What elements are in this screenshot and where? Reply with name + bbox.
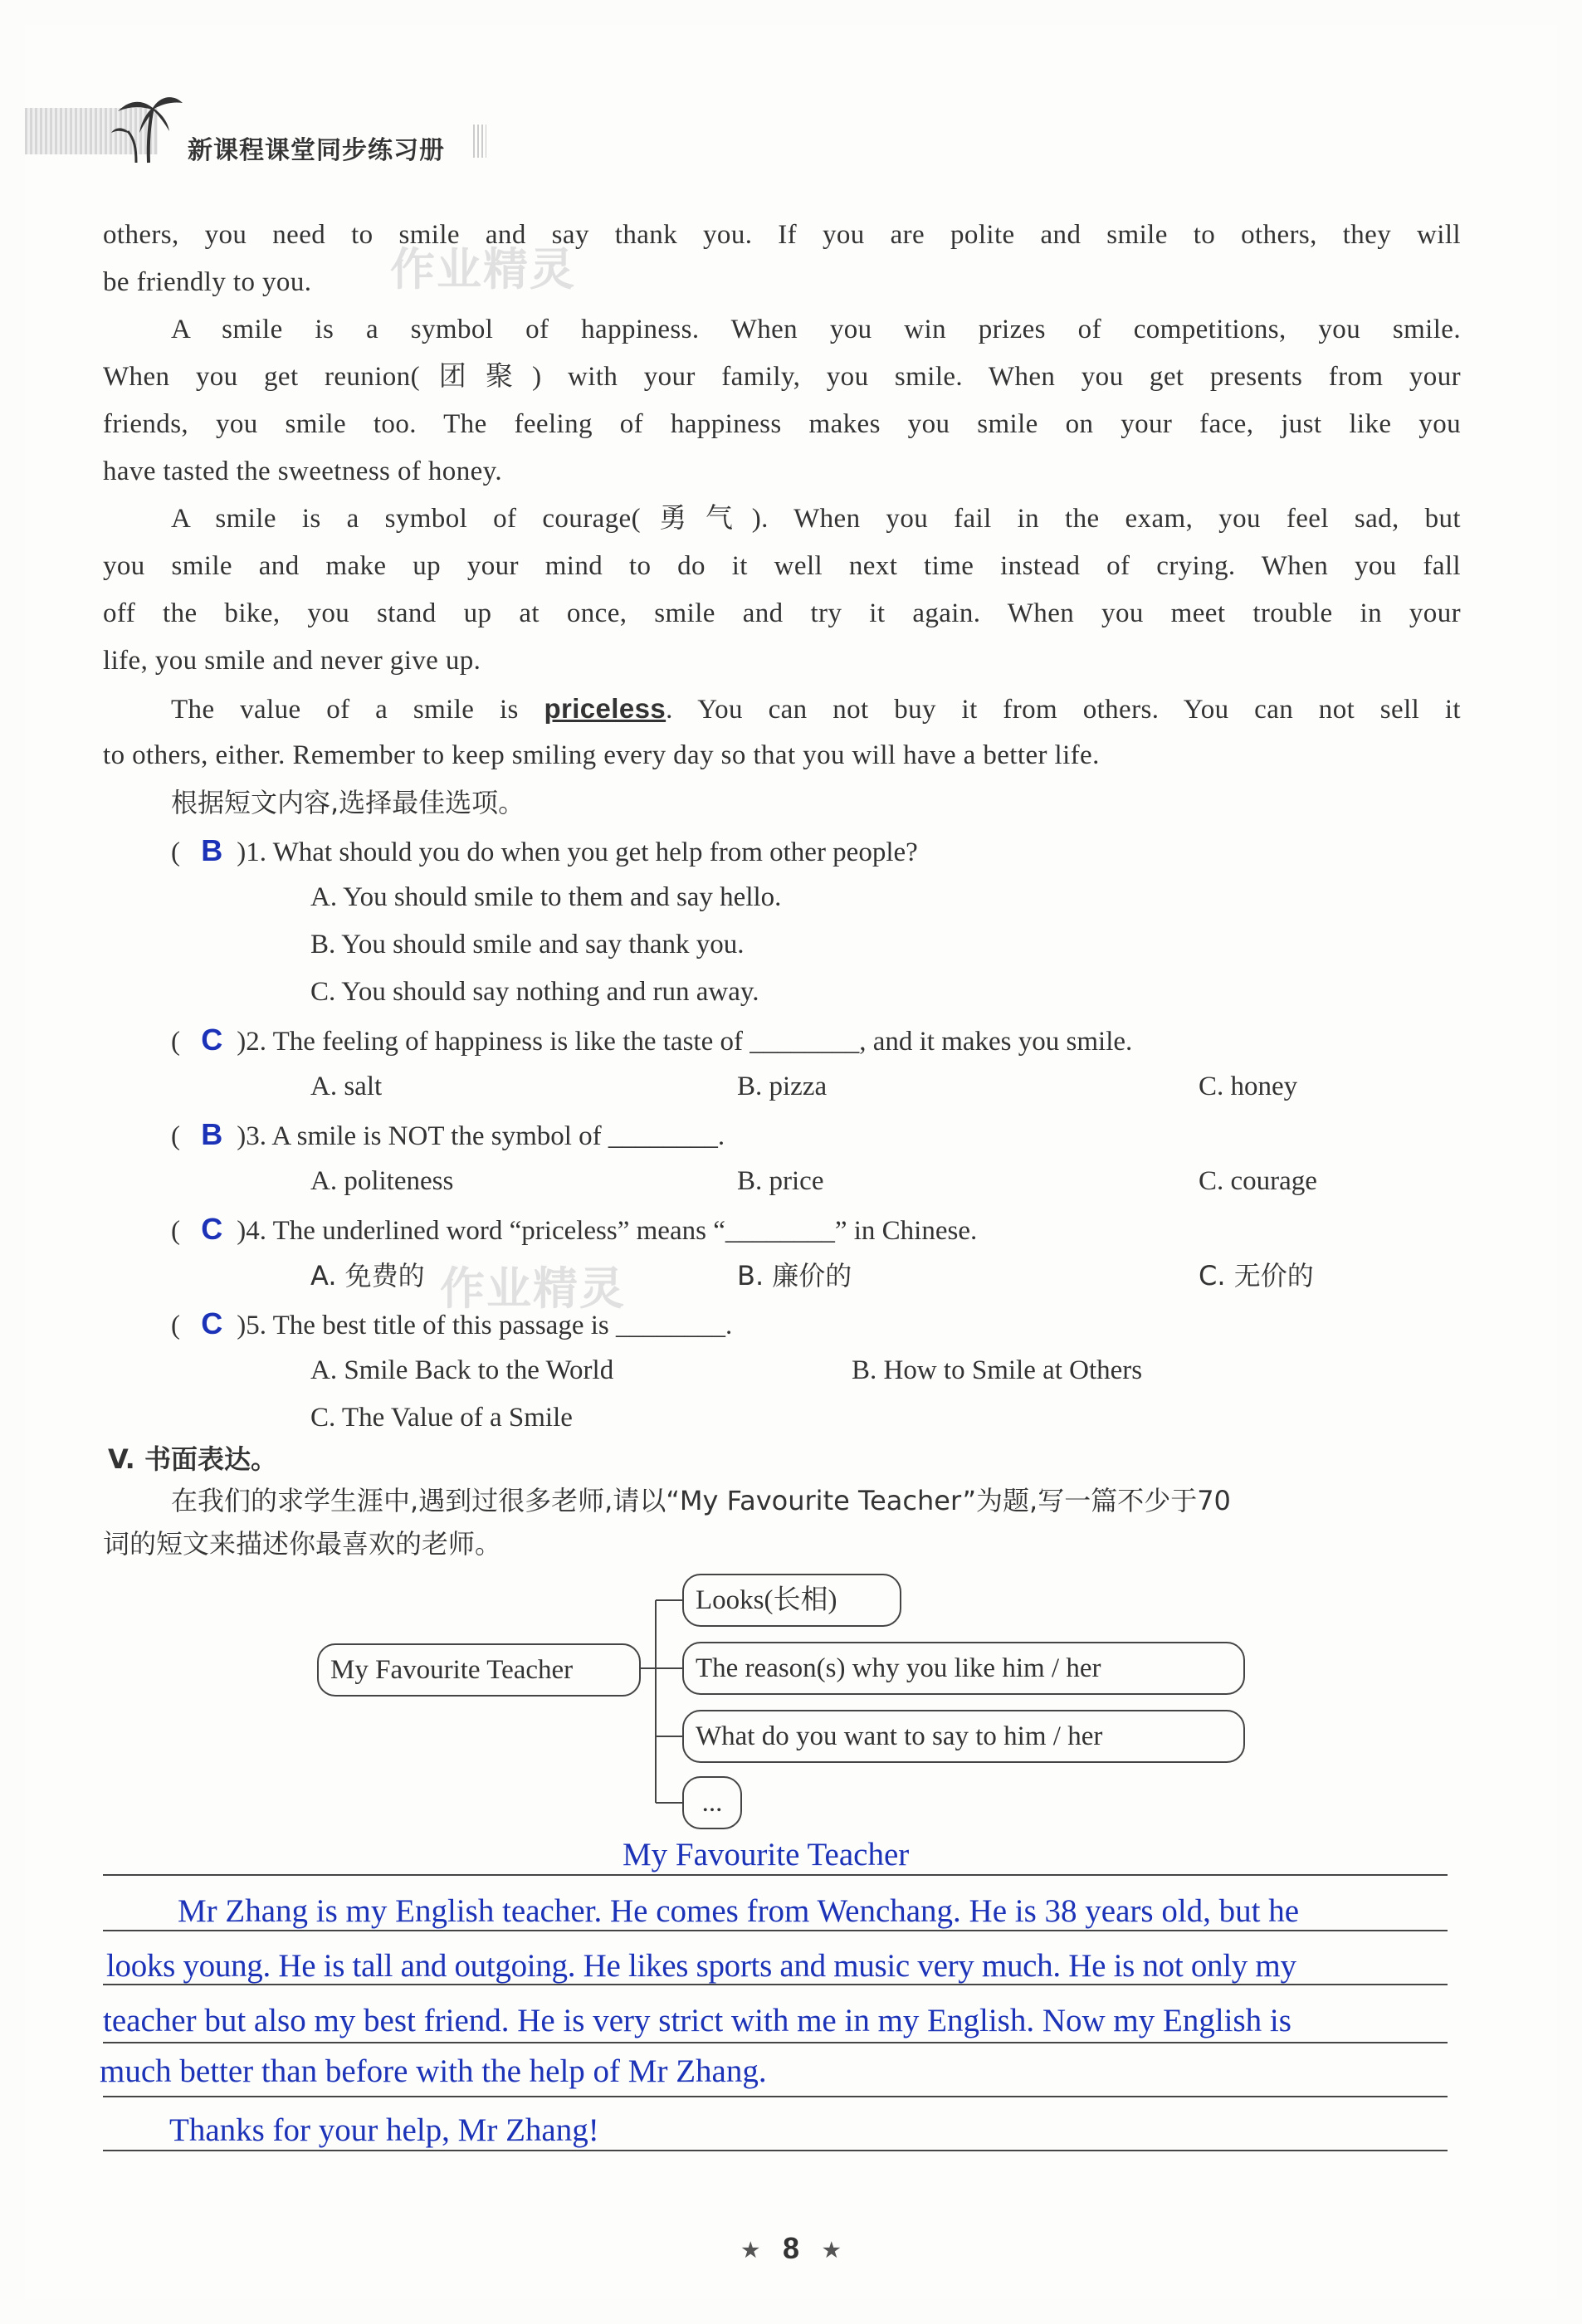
- option: C. The Value of a Smile: [310, 1403, 573, 1433]
- passage-line: you smile and make up your mind to do it well next time instead of crying. When you fall: [103, 551, 1461, 581]
- answer-2: C: [201, 1023, 223, 1057]
- question-2: [171, 1016, 1132, 1066]
- option: A. You should smile to them and say hello.: [310, 882, 782, 912]
- paren-open: (: [171, 1121, 180, 1151]
- option: C. You should say nothing and run away.: [310, 977, 759, 1007]
- passage-line: to others, either. Remember to keep smiling every day so that you will have a better life.: [103, 740, 1100, 770]
- passage-line: When you get reunion(团聚) with your family, you smile. When you get presents from your: [103, 362, 1461, 392]
- header-title: 新课程课堂同步练习册: [188, 136, 445, 165]
- paren-open: (: [171, 1027, 180, 1057]
- essay-line: much better than before with the help of Mr Zhang.: [100, 2053, 767, 2089]
- mindmap-center: My Favourite Teacher: [317, 1643, 641, 1697]
- question-3: [171, 1111, 725, 1160]
- essay-line: looks young. He is tall and outgoing. He likes sports and music very much. He is not only my: [106, 1948, 1296, 1984]
- option: A. salt: [310, 1072, 383, 1101]
- mindmap-branch: What do you want to say to him / her: [682, 1710, 1245, 1763]
- writing-line: [103, 2096, 1448, 2097]
- passage-line: others, you need to smile and say thank you. If you are polite and smile to others, they will: [103, 220, 1461, 250]
- passage-line-value: [171, 685, 1461, 734]
- question-1: [171, 827, 918, 876]
- question-stem: )4. The underlined word “priceless” means “________” in Chinese.: [237, 1216, 978, 1246]
- passage-line: A smile is a symbol of happiness. When you win prizes of competitions, you smile.: [171, 315, 1461, 344]
- paren-open: (: [171, 1311, 180, 1340]
- essay-line: Thanks for your help, Mr Zhang!: [169, 2112, 599, 2148]
- writing-line: [103, 2150, 1448, 2151]
- option: A. politeness: [310, 1166, 454, 1196]
- essay-title: My Favourite Teacher: [623, 1837, 910, 1872]
- option: C. courage: [1199, 1166, 1317, 1196]
- mindmap-branch: The reason(s) why you like him / her: [682, 1642, 1245, 1695]
- watermark: 作业精灵: [440, 1262, 626, 1315]
- answer-4: C: [201, 1212, 223, 1246]
- option: A. 免费的: [310, 1260, 425, 1291]
- writing-prompt: 词的短文来描述你最喜欢的老师。: [103, 1528, 502, 1560]
- writing-line: [103, 1874, 1448, 1876]
- question-stem: )3. A smile is NOT the symbol of ________.: [237, 1121, 725, 1151]
- passage-line: friends, you smile too. The feeling of happiness makes you smile on your face, just like you: [103, 409, 1461, 439]
- header-ticks: [473, 124, 486, 158]
- writing-line: [103, 2042, 1448, 2043]
- mindmap-branch: ...: [682, 1776, 742, 1829]
- question-stem: )1. What should you do when you get help from other people?: [237, 837, 918, 867]
- option: A. Smile Back to the World: [310, 1355, 614, 1385]
- paren-open: (: [171, 837, 180, 867]
- option: B. You should smile and say thank you.: [310, 930, 745, 959]
- question-5: [171, 1300, 732, 1350]
- passage-line: be friendly to you.: [103, 267, 312, 297]
- palm-tree-icon: [111, 90, 186, 164]
- question-stem: )5. The best title of this passage is ________.: [237, 1311, 733, 1340]
- value-pre: The value of a smile is: [171, 695, 544, 725]
- star-icon: ★: [741, 2239, 759, 2262]
- mindmap-branch: Looks(长相): [682, 1574, 901, 1627]
- star-icon: ★: [823, 2239, 841, 2262]
- writing-prompt: 在我们的求学生涯中,遇到过很多老师,请以“My Favourite Teacher”为题,写一篇不少于70: [171, 1485, 1231, 1516]
- paren-open: (: [171, 1216, 180, 1246]
- answer-1: B: [201, 833, 223, 867]
- underlined-word: priceless: [544, 693, 666, 724]
- instruction: 根据短文内容,选择最佳选项。: [171, 787, 525, 818]
- answer-5: C: [201, 1306, 223, 1340]
- option: C. 无价的: [1199, 1260, 1314, 1291]
- section-heading: V. 书面表达。: [108, 1443, 277, 1475]
- passage-line: life, you smile and never give up.: [103, 646, 481, 676]
- passage-line: off the bike, you stand up at once, smile and try it again. When you meet trouble in your: [103, 598, 1461, 628]
- option: C. honey: [1199, 1072, 1298, 1101]
- option: B. 廉价的: [737, 1260, 852, 1291]
- option: B. pizza: [737, 1072, 828, 1101]
- option: B. How to Smile at Others: [852, 1355, 1143, 1385]
- watermark: 作业精灵: [390, 243, 576, 295]
- question-stem: )2. The feeling of happiness is like the taste of ________, and it makes you smile.: [237, 1027, 1133, 1057]
- passage-line: have tasted the sweetness of honey.: [103, 456, 503, 486]
- page-number: [0, 2231, 1582, 2266]
- page-number-value: 8: [782, 2231, 800, 2265]
- passage-line: A smile is a symbol of courage(勇气). When you fail in the exam, you feel sad, but: [171, 504, 1461, 534]
- answer-3: B: [201, 1117, 223, 1151]
- writing-line: [103, 1930, 1448, 1931]
- value-post: . You can not buy it from others. You can not sell it: [666, 695, 1461, 725]
- option: B. price: [737, 1166, 824, 1196]
- question-4: [171, 1205, 977, 1255]
- essay-line: Mr Zhang is my English teacher. He comes from Wenchang. He is 38 years old, but he: [178, 1893, 1300, 1929]
- essay-line: teacher but also my best friend. He is very strict with me in my English. Now my English is: [103, 2003, 1291, 2038]
